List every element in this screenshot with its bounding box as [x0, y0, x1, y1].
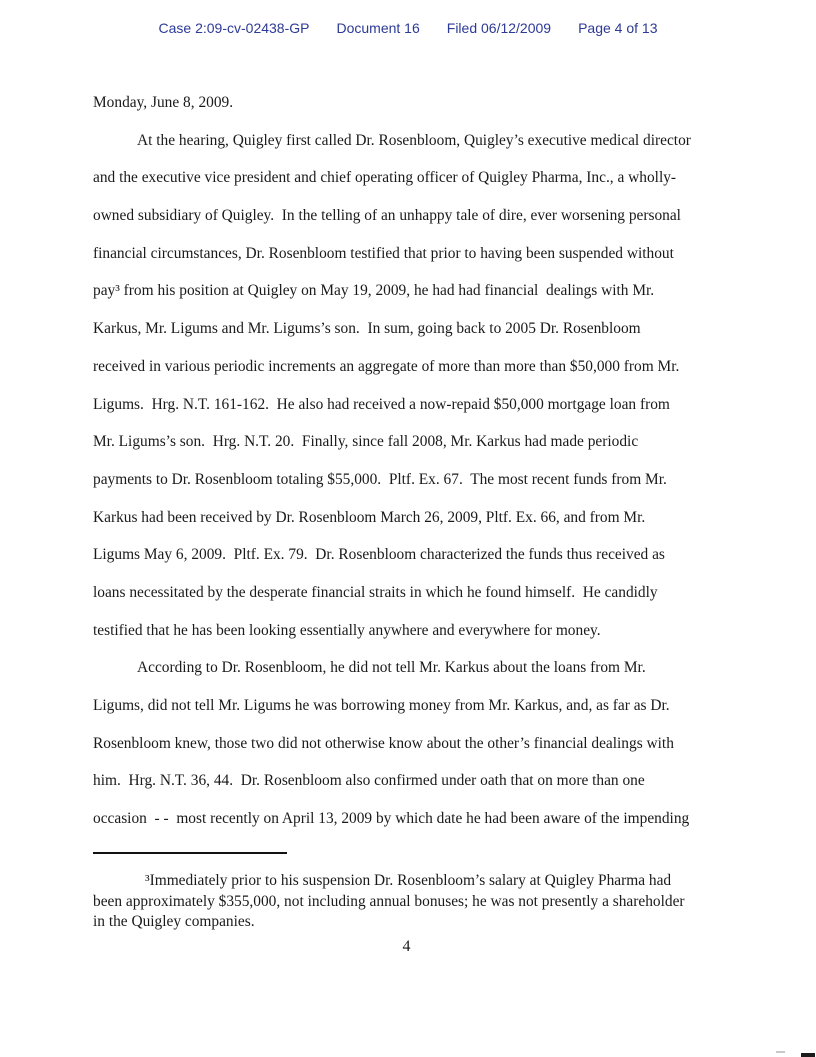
text-line: Ligums, did not tell Mr. Ligums he was borrowing money from Mr. Karkus, and, as far as Dr. — [93, 697, 670, 714]
header-filed-date: Filed 06/12/2009 — [446, 20, 552, 36]
scan-artifact — [776, 1051, 785, 1053]
footnote-line: been approximately $355,000, not including annual bonuses; he was not presently a shareholder — [93, 892, 685, 910]
footnote-line: in the Quigley companies. — [93, 913, 255, 930]
text-line: Karkus, Mr. Ligums and Mr. Ligums’s son. In sum, going back to 2005 Dr. Rosenbloom — [93, 320, 641, 338]
page-number: 4 — [402, 938, 411, 955]
text-line: Ligums. Hrg. N.T. 161-162. He also had received a now-repaid $50,000 mortgage loan from — [93, 395, 670, 413]
text-line: At the hearing, Quigley first called Dr. Rosenbloom, Quigley’s executive medical director — [137, 131, 691, 149]
footnote-separator — [93, 852, 287, 854]
date-line: Monday, June 8, 2009. — [93, 94, 234, 111]
text-line: loans necessitated by the desperate financial straits in which he found himself. He candidly — [93, 583, 658, 601]
header-document-number: Document 16 — [336, 20, 420, 36]
text-line: According to Dr. Rosenbloom, he did not tell Mr. Karkus about the loans from Mr. — [137, 659, 646, 677]
text-line: him. Hrg. N.T. 36, 44. Dr. Rosenbloom also confirmed under oath that on more than one — [93, 772, 645, 790]
header-page-indicator: Page 4 of 13 — [578, 20, 658, 36]
text-line: and the executive vice president and chief operating officer of Quigley Pharma, Inc., a wholly- — [93, 169, 677, 187]
footnote-line: ³Immediately prior to his suspension Dr. Rosenbloom’s salary at Quigley Pharma had — [145, 872, 672, 889]
text-line: Mr. Ligums’s son. Hrg. N.T. 20. Finally, since fall 2008, Mr. Karkus had made periodic — [93, 433, 639, 451]
footnote — [93, 871, 733, 933]
text-line: Rosenbloom knew, those two did not otherwise know about the other’s financial dealings with — [93, 734, 674, 752]
document-body — [93, 84, 733, 838]
scan-artifact — [801, 1053, 815, 1057]
text-line: received in various periodic increments an aggregate of more than more than $50,000 from Mr. — [93, 357, 680, 375]
text-line: Karkus had been received by Dr. Rosenbloom March 26, 2009, Pltf. Ex. 66, and from Mr. — [93, 508, 646, 526]
text-line: payments to Dr. Rosenbloom totaling $55,000. Pltf. Ex. 67. The most recent funds from Mr. — [93, 470, 667, 488]
text-line: occasion - - most recently on April 13, 2009 by which date he had been aware of the impending — [93, 810, 690, 828]
text-line: pay³ from his position at Quigley on May 19, 2009, he had had financial dealings with Mr. — [93, 282, 655, 300]
text-line: financial circumstances, Dr. Rosenbloom testified that prior to having been suspended without — [93, 244, 674, 262]
text-line: testified that he has been looking essentially anywhere and everywhere for money. — [93, 621, 601, 639]
case-header — [0, 20, 816, 36]
header-case-number: Case 2:09-cv-02438-GP — [158, 20, 310, 36]
text-line: owned subsidiary of Quigley. In the telling of an unhappy tale of dire, ever worsening personal — [93, 207, 681, 225]
text-line: Ligums May 6, 2009. Pltf. Ex. 79. Dr. Rosenbloom characterized the funds thus received as — [93, 546, 665, 564]
